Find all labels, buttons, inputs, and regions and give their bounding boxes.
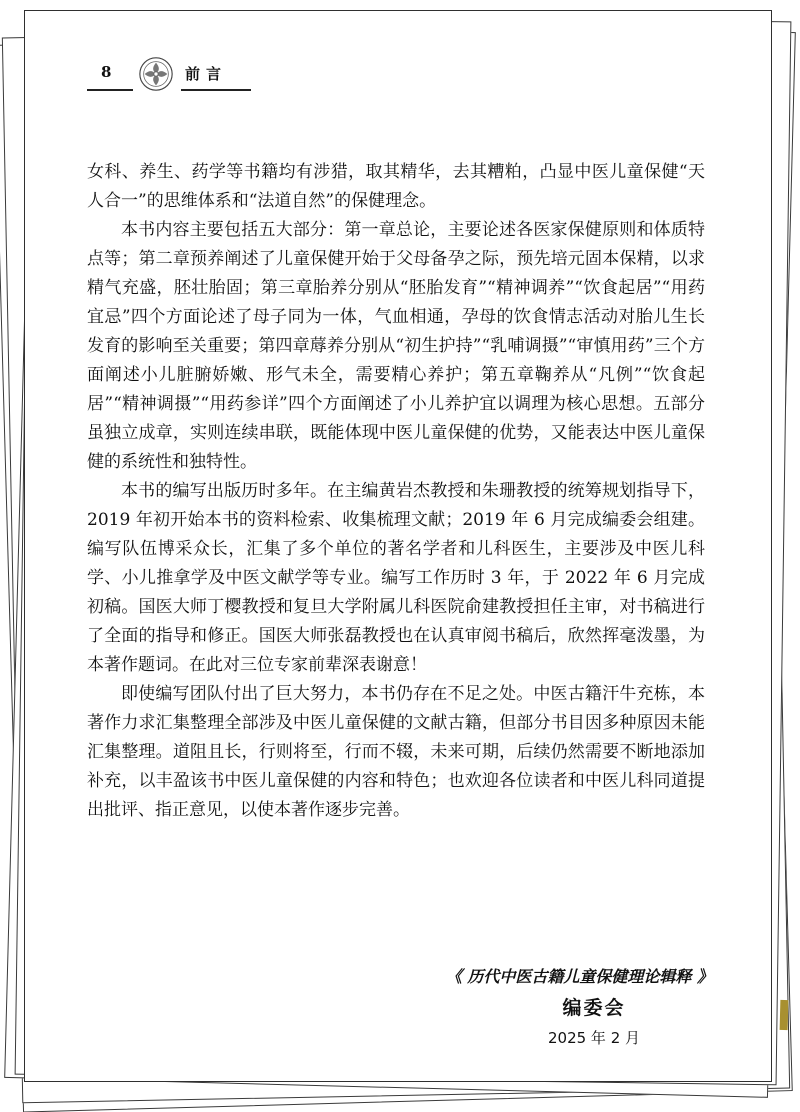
section-title: 前言 <box>185 65 228 83</box>
running-header <box>87 55 287 103</box>
paragraph: 即使编写团队付出了巨大努力，本书仍存在不足之处。中医古籍汗牛充栋，本著作力求汇集整理全部涉及中医儿童保健的文献古籍，但部分书目因多种原因未能汇集整理。道阻且长，行则将至，行而不辍，未来可期，后续仍然需要不断地添加补充，以丰盈该书中医儿童保健的内容和特色；也欢迎各位读者和中医儿科同道提出批评、指正意见，以使本著作逐步完善。 <box>87 684 705 820</box>
editorial-board: 编委会 <box>562 997 626 1019</box>
preface-body <box>87 158 705 825</box>
ornament-emblem-icon <box>137 55 175 93</box>
cover-accent-gold <box>780 1000 789 1030</box>
signature-block <box>393 965 713 1049</box>
paragraph: 本书内容主要包括五大部分：第一章总论，主要论述各医家保健原则和体质特点等；第二章预养阐述了儿童保健开始于父母备孕之际，预先培元固本保精，以求精气充盛，胚壮胎固；第三章胎养分别从“胚胎发育”“精神调养”“饮食起居”“用药宜忌”四个方面论述了母子同为一体，气血相通，孕母的饮食情志活动对胎儿生长发育的影响至关重要；第四章蓐养分别从“初生护持”“乳哺调摄”“审慎用药”三个方面阐述小儿脏腑娇嫩、形气未全，需要精心养护；第五章鞠养从“凡例”“饮食起居”“精神调摄”“用药参详”四个方面阐述了小儿养护宜以调理为核心思想。五部分虽独立成章，实则连续串联，既能体现中医儿童保健的优势，又能表达中医儿童保健的系统性和独特性。 <box>87 220 705 472</box>
book-title: 《 历代中医古籍儿童保健理论辑释 》 <box>445 967 713 986</box>
paragraph: 女科、养生、药学等书籍均有涉猎，取其精华，去其糟粕，凸显中医儿童保健“天人合一”的思维体系和“法道自然”的保健理念。 <box>87 162 705 211</box>
signature-date: 2025 年 2 月 <box>547 1029 641 1047</box>
page-number: 8 <box>101 63 112 81</box>
paragraph: 本书的编写出版历时多年。在主编黄岩杰教授和朱珊教授的统筹规划指导下，2019 年初开始本书的资料检索、收集梳理文献；2019 年 6 月完成编委会组建。编写队伍博采众长，汇集了多个单位的著名学者和儿科医生，主要涉及中医儿科学、小儿推拿学及中医文献学等专业。编写工作历时 3 年，于 2022 年 6 月完成初稿。国医大师丁樱教授和复旦大学附属儿科医院俞建教授担任主审，对书稿进行了全面的指导和修正。国医大师张磊教授也在认真审阅书稿后，欣然挥毫泼墨，为本著作题词。在此对三位专家前辈深表谢意！ <box>87 481 705 675</box>
header-rule <box>87 89 133 91</box>
book-page <box>24 10 772 1082</box>
header-rule <box>181 89 251 91</box>
